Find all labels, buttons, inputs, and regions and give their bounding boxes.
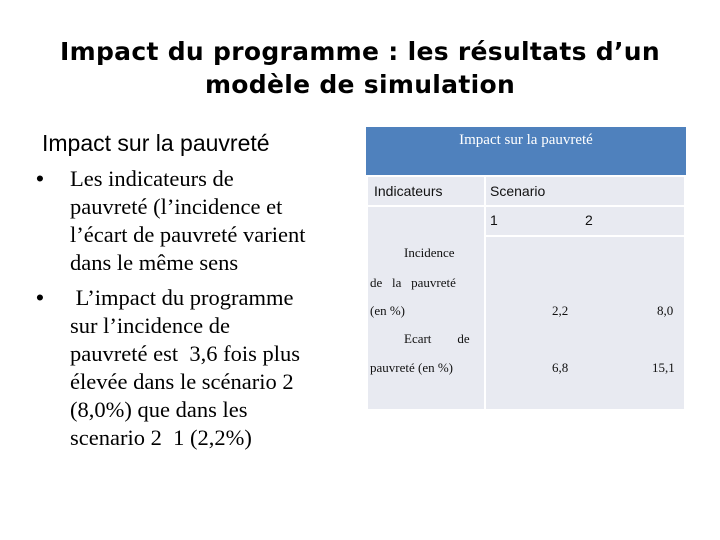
value-ecart-scenario-2: 15,1 bbox=[652, 360, 675, 375]
sub-header-scenario-1: 1 bbox=[490, 212, 498, 228]
sub-header-scenario-2: 2 bbox=[585, 212, 593, 228]
bullet-line: sur l’incidence de bbox=[70, 313, 230, 338]
bullet-line: l’écart de pauvreté varient bbox=[70, 222, 306, 247]
bullet-marker: • bbox=[36, 285, 44, 310]
bullet-item bbox=[30, 165, 350, 277]
row-label-ecart: Ecart de bbox=[404, 331, 470, 346]
row-divider bbox=[366, 205, 686, 207]
row-label-incidence: (en %) bbox=[370, 303, 406, 318]
poverty-impact-table bbox=[366, 127, 686, 409]
table-header-title: Impact sur la pauvreté bbox=[459, 132, 593, 148]
bullet-line: Les indicateurs de bbox=[70, 166, 234, 191]
value-incidence-scenario-1: 2,2 bbox=[552, 303, 569, 318]
value-incidence-scenario-2: 8,0 bbox=[657, 303, 674, 318]
slide-title bbox=[0, 35, 720, 101]
section-heading: Impact sur la pauvreté bbox=[42, 130, 270, 156]
row-label-incidence: de la pauvreté bbox=[370, 275, 456, 290]
col-header-indicateurs: Indicateurs bbox=[374, 183, 443, 199]
column-divider bbox=[484, 175, 486, 409]
bullet-item bbox=[30, 284, 350, 452]
bullet-line: dans le même sens bbox=[70, 250, 239, 275]
bullet-line: L’impact du programme bbox=[70, 285, 294, 310]
col-header-scenario: Scenario bbox=[490, 183, 546, 199]
column-divider bbox=[366, 175, 368, 409]
bullet-line: pauvreté est 3,6 fois plus bbox=[70, 341, 300, 366]
bullet-list bbox=[30, 165, 350, 452]
row-label-incidence: Incidence bbox=[404, 245, 455, 260]
bullet-line: pauvreté (l’incidence et bbox=[70, 194, 283, 219]
bullet-line: (8,0%) que dans les bbox=[70, 397, 248, 422]
bullet-marker: • bbox=[36, 166, 44, 191]
bullet-line: élevée dans le scénario 2 bbox=[70, 369, 294, 394]
value-ecart-scenario-1: 6,8 bbox=[552, 360, 569, 375]
column-divider bbox=[684, 175, 686, 409]
row-label-ecart: pauvreté (en %) bbox=[370, 360, 454, 375]
slide-title-line-1: Impact du programme : les résultats d’un bbox=[60, 37, 660, 66]
slide-title-line-2: modèle de simulation bbox=[204, 70, 516, 99]
row-divider bbox=[366, 175, 686, 177]
row-divider bbox=[484, 235, 686, 237]
bullet-line: scenario 2 1 (2,2%) bbox=[70, 425, 252, 450]
table-header-row bbox=[366, 127, 686, 175]
